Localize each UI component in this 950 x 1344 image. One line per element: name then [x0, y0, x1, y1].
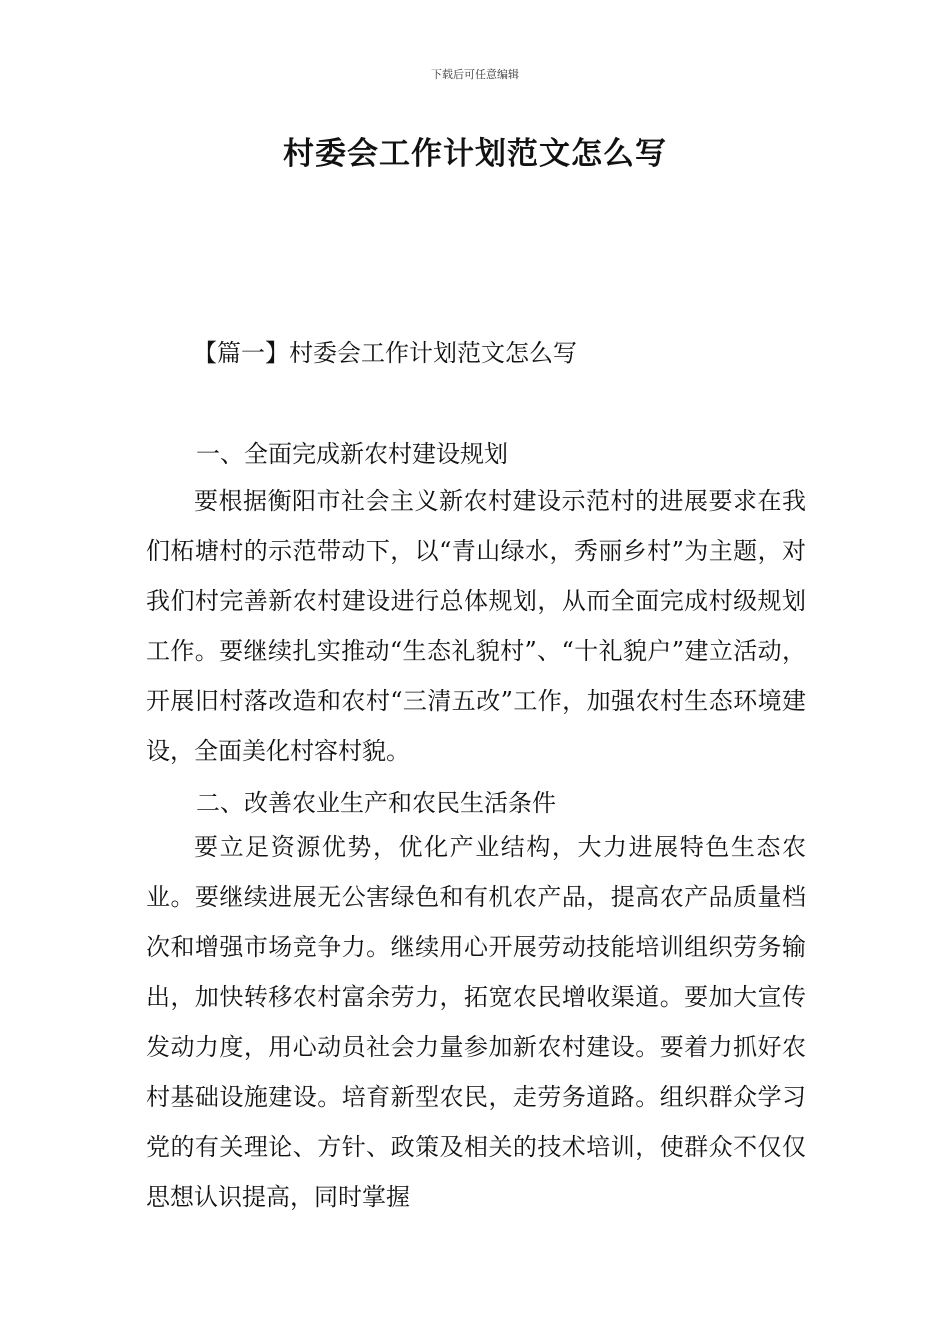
subsection-heading-1: 一、全面完成新农村建设规划 — [196, 440, 508, 468]
subsection-heading-2: 二、改善农业生产和农民生活条件 — [196, 789, 556, 817]
document-title: 村委会工作计划范文怎么写 — [283, 136, 667, 172]
section-heading: 【篇一】村委会工作计划范文怎么写 — [193, 339, 577, 367]
header-note: 下载后可任意编辑 — [431, 68, 519, 81]
paragraph-1: 要根据衡阳市社会主义新农村建设示范村的进展要求在我们柘塘村的示范带动下，以“青山绿水，秀丽乡村”为主题，对我们村完善新农村建设进行总体规划，从而全面完成村级规划工作。要继续扎实推动“生态礼貌村”、“十礼貌户”建立活动，开展旧村落改造和农村“三清五改”工作，加强农村生态环境建设，全面美化村容村貌。 — [146, 487, 806, 765]
paragraph-2: 要立足资源优势，优化产业结构，大力进展特色生态农业。要继续进展无公害绿色和有机农产品，提高农产品质量档次和增强市场竞争力。继续用心开展劳动技能培训组织劳务输出，加快转移农村富余劳力，拓宽农民增收渠道。要加大宣传发动力度，用心动员社会力量参加新农村建设。要着力抓好农村基础设施建设。培育新型农民，走劳务道路。组织群众学习党的有关理论、方针、政策及相关的技术培训，使群众不仅仅思想认识提高，同时掌握 — [146, 833, 806, 1211]
